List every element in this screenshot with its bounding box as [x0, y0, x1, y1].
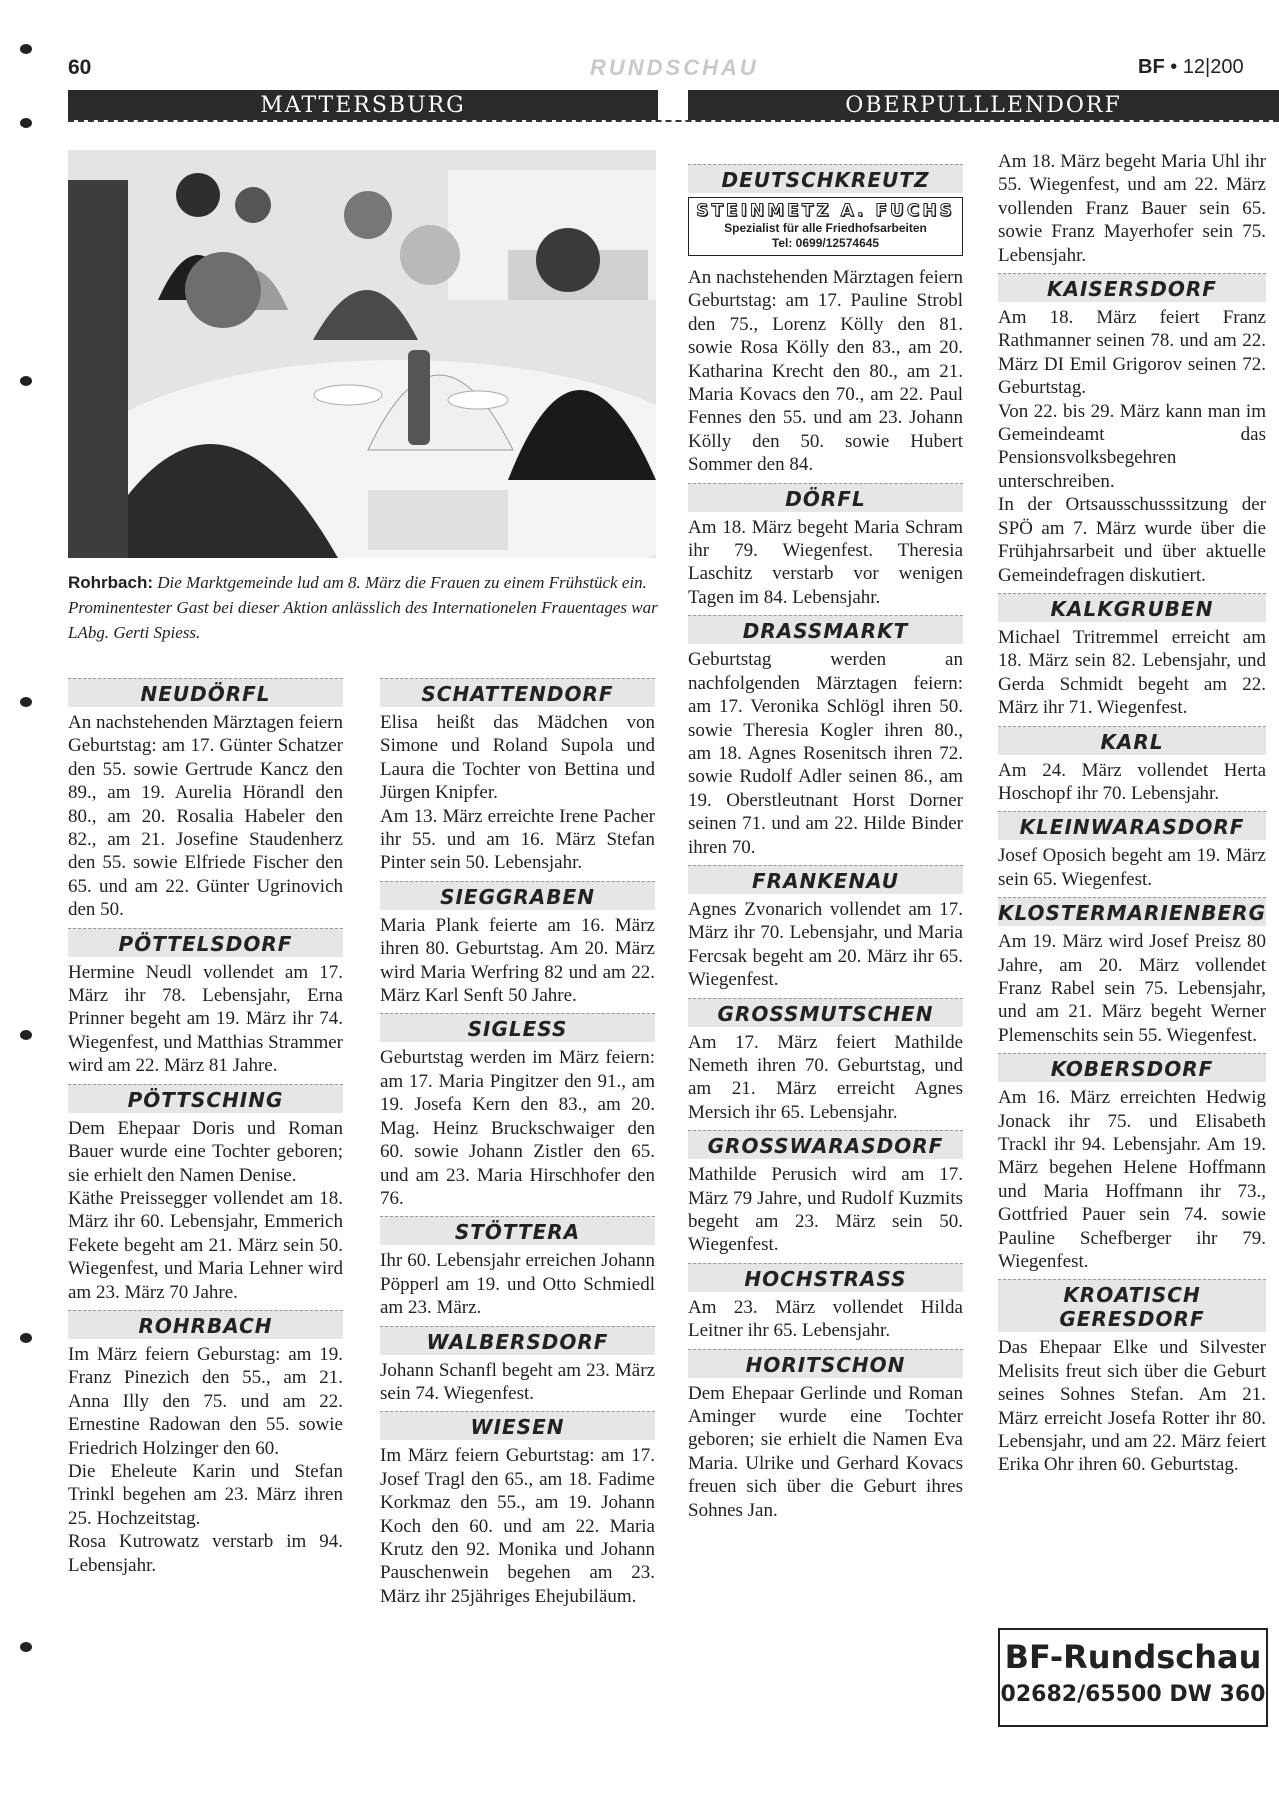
article-deutschkreutz [688, 164, 963, 477]
article-kaisersdorf [998, 273, 1266, 587]
section-heading: KALKGRUBEN [998, 593, 1266, 622]
section-body: Agnes Zvonarich vollendet am 17. März ihr 70. Lebensjahr, und Maria Fercsak begeht am 20. März ihr 65. Wiegenfest. [688, 898, 963, 991]
section-heading: HORITSCHON [688, 1349, 963, 1378]
article-karl [998, 726, 1266, 806]
article-walbersdorf [380, 1326, 655, 1406]
column-1 [68, 678, 343, 1583]
section-heading: ROHRBACH [68, 1310, 343, 1339]
article-grossmutschen [688, 998, 963, 1125]
article-hochstrass [688, 1263, 963, 1343]
contact-box [998, 1628, 1268, 1727]
section-body: Das Ehepaar Elke und Silvester Melisits freut sich über die Geburt seines Sohnes Stefan. Am 21. März erreicht Josefa Rotter ihr 80. Lebensjahr, und am 22. März feiert Erika Ohr ihren 60. Geburtstag. [998, 1337, 1266, 1476]
section-heading: KOBERSDORF [998, 1053, 1266, 1082]
section-body: Im März feiern Geburtstag: am 17. Josef Tragl den 65., am 18. Fadime Korkmaz den 55., am 19. Johann Koch den 60. und am 22. Maria Krutz den 92. Monika und Johann Pauschenwein begehen am 23. März ihr 25jähriges Ehejubiläum. [380, 1445, 655, 1607]
article-klostermarienberg [998, 897, 1266, 1047]
contact-phone: 02682/65500 DW 360 [1000, 1682, 1266, 1707]
section-body: An nachstehenden Märztagen feiern Geburtstag: am 17. Günter Schatzer den 55. sowie Gertrude Kancz den 89., am 19. Aurelia Hörandl den 80., am 20. Rosalia Habeler den 82., am 21. Josefine Staudenherz den 55. sowie Elfriede Fischer den 65. und am 22. Günter Ugrinovich den 50. [68, 712, 343, 921]
section-body: Am 18. März begeht Maria Schram ihr 79. Wiegenfest. Theresia Laschitz verstarb vor wenigen Tagen im 84. Lebensjahr. [688, 516, 963, 608]
article-doerfl [688, 483, 963, 610]
ad-company-name: STEINMETZ A. FUCHS [696, 201, 955, 221]
article-rohrbach [68, 1310, 343, 1577]
section-heading: SIEGGRABEN [380, 881, 655, 910]
section-heading: HOCHSTRASS [688, 1263, 963, 1292]
section-heading: KLEINWARASDORF [998, 811, 1266, 840]
article-kroatisch-geresdorf [998, 1279, 1266, 1476]
ad-phone: Tel: 0699/12574645 [771, 236, 880, 250]
section-body: Dem Ehepaar Gerlinde und Roman Aminger wurde eine Tochter geboren; sie erhielt die Namen Eva Maria. Ulrike und Gerhard Kovacs freuen sich über die Geburt ihres Sohnes Jan. [688, 1382, 963, 1521]
section-heading: PÖTTELSDORF [68, 928, 343, 957]
registration-mark [20, 1642, 32, 1652]
band-gap [658, 90, 688, 120]
caption-text: Die Marktgemeinde lud am 8. März die Frauen zu einem Frühstück ein. Prominentester Gast bei dieser Aktion anlässlich des Internationelen Frauentages war LAbg. Gerti Spiess. [68, 573, 658, 642]
article-neudoerfl [68, 678, 343, 922]
band-divider [68, 120, 1279, 122]
issue-info [1138, 56, 1244, 79]
registration-mark [20, 44, 32, 54]
section-body: Am 18. März begeht Maria Uhl ihr 55. Wiegenfest, und am 22. März vollenden Franz Bauer sein 65. sowie Franz Mayerhofer sein 75. Lebensjahr. [998, 151, 1266, 266]
registration-mark [20, 1333, 32, 1343]
registration-mark [20, 118, 32, 128]
issue-number: 12|200 [1182, 56, 1244, 78]
article-kleinwarasdorf [998, 811, 1266, 891]
section-body: An nachstehenden Märztagen feiern Geburtstag: am 17. Pauline Strobl den 75., Lorenz Kölly den 81. sowie Rosa Kölly den 83., am 20. Katharina Krecht den 80., am 21. Maria Kovacs den 70., am 22. Paul Fennes den 55. und am 23. Johann Kölly den 50. sowie Hubert Sommer den 84. [688, 267, 963, 476]
page-number: 60 [68, 56, 92, 79]
column-2 [380, 678, 655, 1614]
band-mattersburg: MATTERSBURG [68, 90, 658, 120]
section-heading: KARL [998, 726, 1266, 755]
section-heading: NEUDÖRFL [68, 678, 343, 707]
section-heading: GROSSMUTSCHEN [688, 998, 963, 1027]
article-kobersdorf [998, 1053, 1266, 1273]
article-continued [998, 150, 1266, 267]
article-poettelsdorf [68, 928, 343, 1078]
column-4 [998, 150, 1266, 1483]
section-body: Maria Plank feierte am 16. März ihren 80. Geburtstag. Am 20. März wird Maria Werfring 82 und am 22. März Karl Senft 50 Jahre. [380, 914, 655, 1007]
section-body: Geburtstag werden an nachfolgenden Märztagen feiern: am 17. Veronika Schlögl ihren 50. sowie Theresia Kogler ihren 80., am 18. Agnes Rosenitsch ihren 72. sowie Rudolf Adler seinen 86., am 19. Oberstleutnant Horst Dorner seinen 71. und am 22. Hilde Binder ihren 70. [688, 649, 963, 858]
article-kalkgruben [998, 593, 1266, 720]
section-body: Am 19. März wird Josef Preisz 80 Jahre, am 20. März vollendet Franz Rabel sein 75. Lebensjahr, und am 21. März begeht Werner Plemenschits sein 55. Wiegenfest. [998, 931, 1266, 1046]
section-body: Mathilde Perusich wird am 17. März 79 Jahre, und Rudolf Kuzmits begeht am 23. März sein 50. Wiegenfest. [688, 1164, 963, 1256]
event-photo [68, 150, 656, 558]
section-heading: WIESEN [380, 1411, 655, 1440]
section-body: Im März feiern Geburstag: am 19. Franz Pinezich den 55., am 21. Anna Illy den 75. und am 22. Ernestine Radowan den 55. sowie Friedrich Holzinger den 60. Die Eheleute Karin und Stefan Trinkl begehen am 23. März ihren 25. Hochzeitstag. Rosa Kutrowatz verstarb im 94. Lebensjahr. [68, 1343, 343, 1576]
article-wiesen [380, 1411, 655, 1608]
registration-mark [20, 697, 32, 707]
section-body: Elisa heißt das Mädchen von Simone und Roland Supola und Laura die Tochter von Bettina und Jürgen Knipfer. Am 13. März erreichte Irene Pacher ihr 55. und am 16. März Stefan Pinter sein 50. Lebensjahr. [380, 712, 655, 874]
article-grosswarasdorf [688, 1130, 963, 1257]
article-sieggraben [380, 881, 655, 1008]
section-body: Geburtstag werden im März feiern: am 17. Maria Pingitzer den 91., am 19. Josefa Kern den 83., am 20. Mag. Heinz Bruckschwaiger den 60. sowie Johann Zistler den 65. und am 23. Maria Hirschhofer den 76. [380, 1047, 655, 1209]
section-body: Am 24. März vollendet Herta Hoschopf ihr 70. Lebensjahr. [998, 759, 1266, 804]
article-schattendorf [380, 678, 655, 875]
section-heading: FRANKENAU [688, 865, 963, 894]
section-body: Am 16. März erreichten Hedwig Jonack ihr 75. und Elisabeth Trackl ihr 94. Lebensjahr. Am 19. März begehen Helene Hoffmann und Maria Hoffmann ihr 73., Gottfried Pauer sein 74. sowie Pauline Schefberger ihr 79. Wiegenfest. [998, 1087, 1266, 1273]
section-heading: DRASSMARKT [688, 615, 963, 644]
issue-brand: BF [1138, 56, 1165, 78]
section-heading: WALBERSDORF [380, 1326, 655, 1355]
column-3 [688, 164, 963, 1528]
article-poettsching [68, 1084, 343, 1304]
section-body: Hermine Neudl vollendet am 17. März ihr 78. Lebensjahr, Erna Prinner begeht am 19. März ihr 74. Wiegenfest, und Matthias Strammer wird am 22. März 81 Jahre. [68, 961, 343, 1077]
magazine-title: RUNDSCHAU [590, 55, 759, 80]
caption-place: Rohrbach: [68, 573, 153, 592]
registration-mark [20, 1030, 32, 1040]
article-stoettera [380, 1216, 655, 1319]
photo-caption [68, 570, 658, 645]
steinmetz-ad [688, 197, 963, 256]
article-drassmarkt [688, 615, 963, 859]
issue-separator: • [1170, 56, 1178, 78]
section-heading: KROATISCH GERESDORF [998, 1279, 1266, 1332]
section-heading: KLOSTERMARIENBERG [998, 897, 1266, 926]
band-oberpullendorf: OBERPULLLENDORF [688, 90, 1279, 120]
article-sigless [380, 1013, 655, 1210]
section-heading: DÖRFL [688, 483, 963, 512]
registration-mark [20, 376, 32, 386]
section-body: Johann Schanfl begeht am 23. März sein 74. Wiegenfest. [380, 1359, 655, 1404]
section-heading: PÖTTSCHING [68, 1084, 343, 1113]
section-heading: SCHATTENDORF [380, 678, 655, 707]
section-body: Am 17. März feiert Mathilde Nemeth ihren 70. Geburtstag, und am 21. März erreicht Agnes Mersich ihr 65. Lebensjahr. [688, 1031, 963, 1123]
ad-tagline: Spezialist für alle Friedhofsarbeiten [724, 221, 927, 235]
section-body: Dem Ehepaar Doris und Roman Bauer wurde eine Tochter geboren; sie erhielt den Namen Denise. Käthe Preissegger vollendet am 18. März ihr 60. Lebensjahr, Emmerich Fekete begeht am 21. März sein 50. Wiegenfest, und Maria Lehner wird am 23. März 70 Jahre. [68, 1117, 343, 1303]
section-body: Am 18. März feiert Franz Rathmanner seinen 78. und am 22. März DI Emil Grigorov seinen 72. Geburtstag. Von 22. bis 29. März kann man im Gemeindeamt das Pensionsvolksbegehren unterschreiben. In der Ortsausschusssitzung der SPÖ am 7. März wurde über die Frühjahrsarbeit und über aktuelle Gemeindefragen diskutiert. [998, 307, 1266, 586]
section-body: Josef Oposich begeht am 19. März sein 65. Wiegenfest. [998, 845, 1266, 890]
article-horitschon [688, 1349, 963, 1522]
section-body: Ihr 60. Lebensjahr erreichen Johann Pöpperl am 19. und Otto Schmiedl am 23. März. [380, 1250, 655, 1319]
section-body: Am 23. März vollendet Hilda Leitner ihr 65. Lebensjahr. [688, 1296, 963, 1342]
section-heading: KAISERSDORF [998, 273, 1266, 302]
contact-title: BF-Rundschau [1004, 1638, 1262, 1676]
section-body: Michael Tritremmel erreicht am 18. März sein 82. Lebensjahr, und Gerda Schmidt begeht am 22. März ihr 71. Wiegenfest. [998, 626, 1266, 719]
section-heading: GROSSWARASDORF [688, 1130, 963, 1159]
section-heading: SIGLESS [380, 1013, 655, 1042]
section-heading: STÖTTERA [380, 1216, 655, 1245]
article-frankenau [688, 865, 963, 992]
section-heading: DEUTSCHKREUTZ [688, 164, 963, 193]
